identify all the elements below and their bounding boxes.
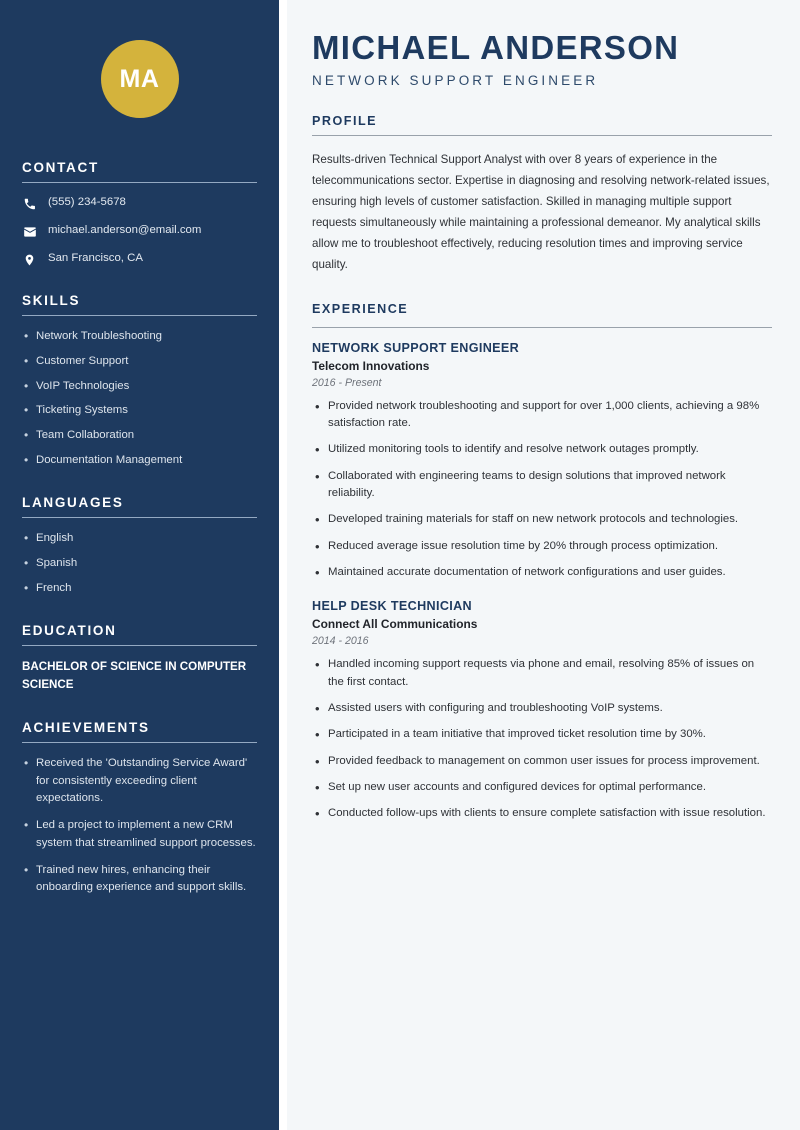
profile-heading: PROFILE — [312, 113, 378, 128]
list-item: • Provided feedback to management on common user issues for process improvement. — [312, 753, 772, 771]
education-degree: BACHELOR OF SCIENCE IN COMPUTER SCIENCE — [22, 660, 247, 692]
achievements-heading: ACHIEVEMENTS — [22, 720, 150, 736]
skills-heading: SKILLS — [22, 293, 81, 308]
list-item: • Maintained accurate documentation of network configurations and user guides. — [312, 564, 772, 582]
list-item: • Customer Support — [22, 353, 257, 370]
education-heading: EDUCATION — [22, 623, 117, 639]
contact-divider — [22, 182, 257, 183]
list-item: • VoIP Technologies — [22, 378, 257, 395]
main-content — [287, 0, 800, 1130]
experience-bullet-list — [312, 398, 772, 582]
main-section-experience — [312, 302, 772, 823]
sidebar-section-education — [22, 623, 257, 694]
list-item: • Team Collaboration — [22, 427, 257, 444]
envelope-icon — [22, 224, 37, 239]
list-item: • Received the 'Outstanding Service Award' for consistently exceeding client expectations. — [22, 755, 257, 807]
list-item: • Assisted users with configuring and troubleshooting VoIP systems. — [312, 700, 772, 718]
skills-divider — [22, 315, 257, 316]
sidebar-section-achievements — [22, 720, 257, 896]
list-item: • Set up new user accounts and configured devices for optimal performance. — [312, 779, 772, 797]
experience-bullet-list — [312, 656, 772, 822]
experience-heading: EXPERIENCE — [312, 301, 409, 316]
map-pin-icon — [22, 252, 37, 267]
sidebar-section-skills — [22, 293, 257, 469]
contact-row-phone[interactable] — [22, 195, 257, 211]
skills-list — [22, 328, 257, 469]
phone-icon — [22, 196, 37, 211]
experience-dates: 2016 - Present — [312, 376, 382, 389]
contact-location-value: San Francisco, CA — [48, 252, 143, 264]
contact-phone-value: (555) 234-5678 — [48, 196, 126, 208]
list-item: • Trained new hires, enhancing their onboarding experience and support skills. — [22, 862, 257, 897]
avatar-wrap — [22, 0, 257, 160]
contact-heading: CONTACT — [22, 160, 99, 175]
profile-text: Results-driven Technical Support Analyst with over 8 years of experience in the telecommunications sector. Expertise in diagnosing and resolving network-related issues, ensuring high levels of customer satisfaction. Skilled in managing multiple support requests simultaneously while maintaining a professional demeanor. My analytical skills allow me to troubleshoot effectively, reducing resolution times and improving service quality. — [312, 152, 770, 272]
list-item: • Participated in a team initiative that improved ticket resolution time by 30%. — [312, 726, 772, 744]
page-title: MICHAEL ANDERSON — [312, 29, 680, 66]
list-item: • French — [22, 580, 257, 597]
list-item: • Reduced average issue resolution time by 20% through process optimization. — [312, 538, 772, 556]
contact-row-location[interactable] — [22, 251, 257, 267]
achievements-list — [22, 755, 257, 896]
avatar: MA — [101, 40, 179, 118]
languages-divider — [22, 517, 257, 518]
list-item: • Collaborated with engineering teams to design solutions that improved network reliability. — [312, 468, 772, 503]
list-item: • Conducted follow-ups with clients to ensure complete satisfaction with issue resolution. — [312, 805, 772, 823]
list-item: • Led a project to implement a new CRM system that streamlined support processes. — [22, 817, 257, 852]
experience-divider — [312, 327, 772, 328]
list-item: • Utilized monitoring tools to identify and resolve network outages promptly. — [312, 441, 772, 459]
experience-job-title: NETWORK SUPPORT ENGINEER — [312, 340, 520, 355]
list-item: • Network Troubleshooting — [22, 328, 257, 345]
list-item: • Provided network troubleshooting and support for over 1,000 clients, achieving a 98% satisfaction rate. — [312, 398, 772, 433]
contact-row-email[interactable] — [22, 223, 257, 239]
profile-divider — [312, 135, 772, 136]
list-item: • Spanish — [22, 555, 257, 572]
list-item: • Ticketing Systems — [22, 402, 257, 419]
contact-email-value: michael.anderson@email.com — [48, 224, 202, 236]
sidebar-section-contact — [22, 160, 257, 267]
sidebar-section-languages — [22, 495, 257, 597]
list-item: • Handled incoming support requests via phone and email, resolving 85% of issues on the first contact. — [312, 656, 772, 691]
education-divider — [22, 645, 257, 646]
main-section-profile — [312, 114, 772, 276]
sidebar — [0, 0, 279, 1130]
column-gap — [279, 0, 287, 1130]
experience-company: Connect All Communications — [312, 617, 478, 632]
job-role-subtitle: NETWORK SUPPORT ENGINEER — [312, 72, 599, 88]
languages-list — [22, 530, 257, 597]
languages-heading: LANGUAGES — [22, 495, 124, 511]
achievements-divider — [22, 742, 257, 743]
experience-job-title: HELP DESK TECHNICIAN — [312, 599, 473, 614]
list-item: • Documentation Management — [22, 452, 257, 469]
list-item: • Developed training materials for staff on new network protocols and technologies. — [312, 511, 772, 529]
experience-company: Telecom Innovations — [312, 358, 430, 373]
experience-entry — [312, 599, 772, 822]
list-item: • English — [22, 530, 257, 547]
experience-entry — [312, 341, 772, 582]
experience-dates: 2014 - 2016 — [312, 635, 369, 648]
